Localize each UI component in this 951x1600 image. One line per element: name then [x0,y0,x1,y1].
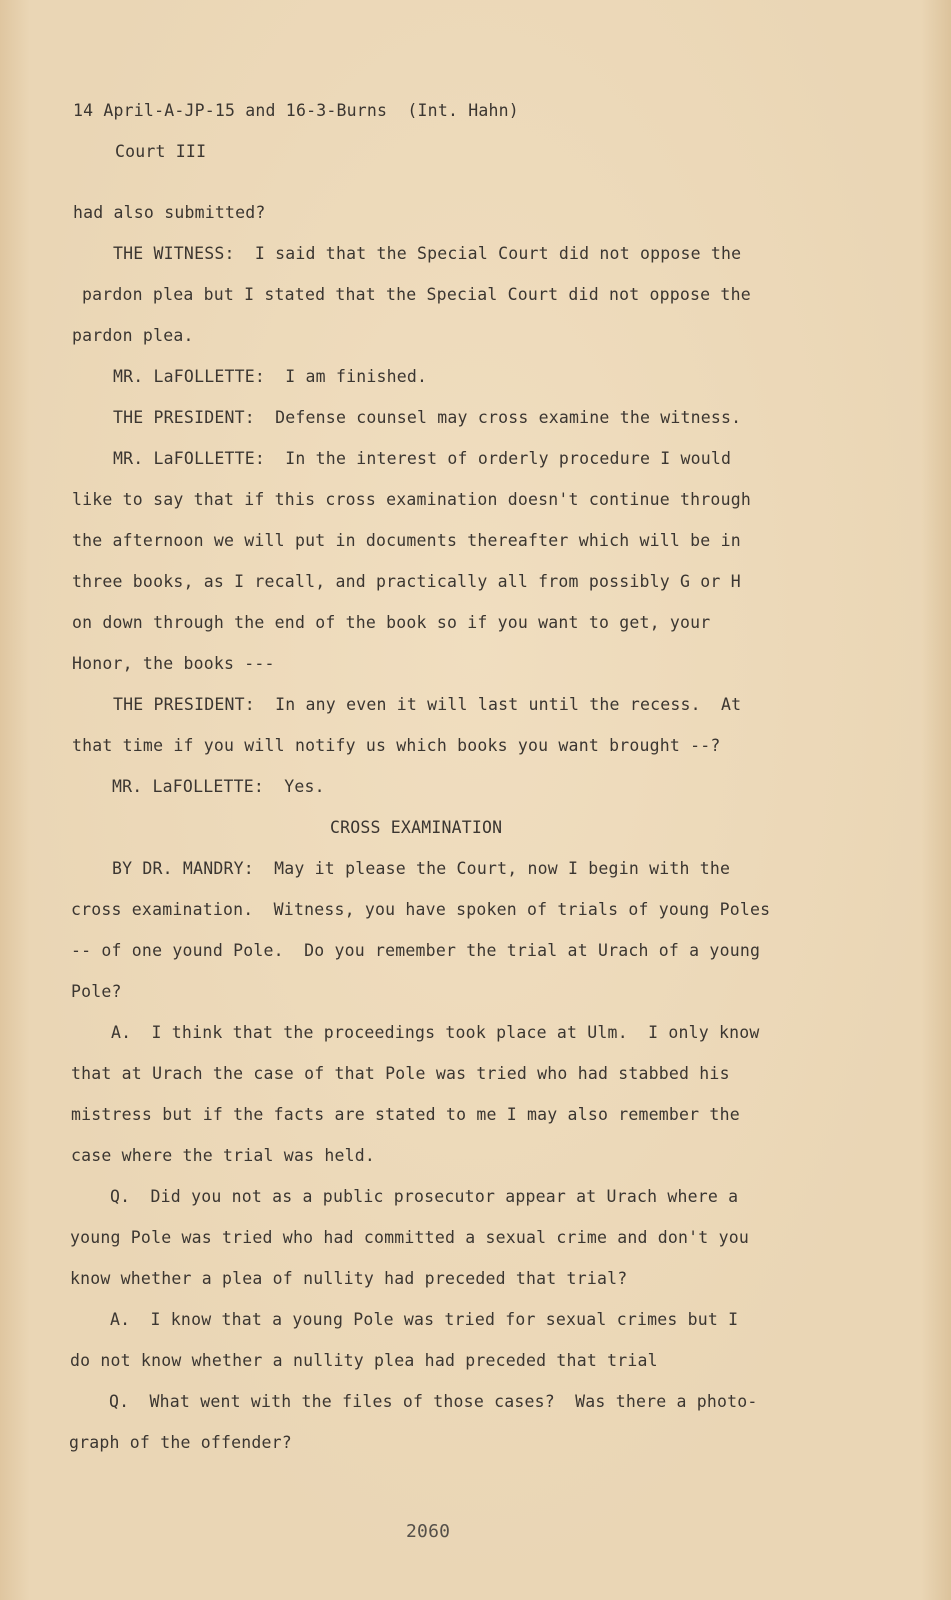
text-line: THE WITNESS: I said that the Special Court did not oppose the [113,244,742,263]
text-line: young Pole was tried who had committed a sexual crime and don't you [70,1228,749,1247]
text-line: pardon plea but I stated that the Special Court did not oppose the [82,285,751,304]
text-line: that at Urach the case of that Pole was tried who had stabbed his [71,1064,730,1083]
text-line: the afternoon we will put in documents thereafter which will be in [72,531,741,550]
text-line: A. I think that the proceedings took place at Ulm. I only know [111,1023,760,1042]
text-line: do not know whether a nullity plea had preceded that trial [70,1351,658,1370]
text-line: know whether a plea of nullity had preceded that trial? [70,1269,628,1288]
text-line: graph of the offender? [69,1433,292,1452]
text-line: had also submitted? [73,203,266,222]
text-line: like to say that if this cross examination doesn't continue through [72,490,751,509]
text-line: -- of one yound Pole. Do you remember the trial at Urach of a young [71,941,761,960]
text-line: cross examination. Witness, you have spoken of trials of young Poles [71,900,771,919]
page-number: 2060 [406,1521,451,1542]
text-line: Honor, the books --- [72,654,275,673]
text-line: case where the trial was held. [71,1146,376,1165]
text-line: that time if you will notify us which books you want brought --? [72,736,721,755]
header-line: 14 April-A-JP-15 and 16-3-Burns (Int. Hahn) [73,101,519,120]
text-line: three books, as I recall, and practically all from possibly G or H [72,572,741,591]
text-line: MR. LaFOLLETTE: I am finished. [113,367,428,386]
section-heading: CROSS EXAMINATION [330,818,503,837]
text-line: on down through the end of the book so if you want to get, your [72,613,711,632]
text-line: THE PRESIDENT: In any even it will last until the recess. At [113,695,742,714]
text-line: BY DR. MANDRY: May it please the Court, now I begin with the [112,859,731,878]
court-label: Court III [115,142,207,161]
text-line: THE PRESIDENT: Defense counsel may cross examine the witness. [113,408,742,427]
text-line: Q. Did you not as a public prosecutor appear at Urach where a [110,1187,739,1206]
text-line: MR. LaFOLLETTE: Yes. [112,777,325,796]
text-line: pardon plea. [72,326,194,345]
text-line: A. I know that a young Pole was tried for sexual crimes but I [110,1310,739,1329]
text-line: Pole? [71,982,122,1001]
text-line: mistress but if the facts are stated to me I may also remember the [71,1105,740,1124]
text-line: MR. LaFOLLETTE: In the interest of orderly procedure I would [113,449,732,468]
text-line: Q. What went with the files of those cases? Was there a photo- [109,1392,758,1411]
